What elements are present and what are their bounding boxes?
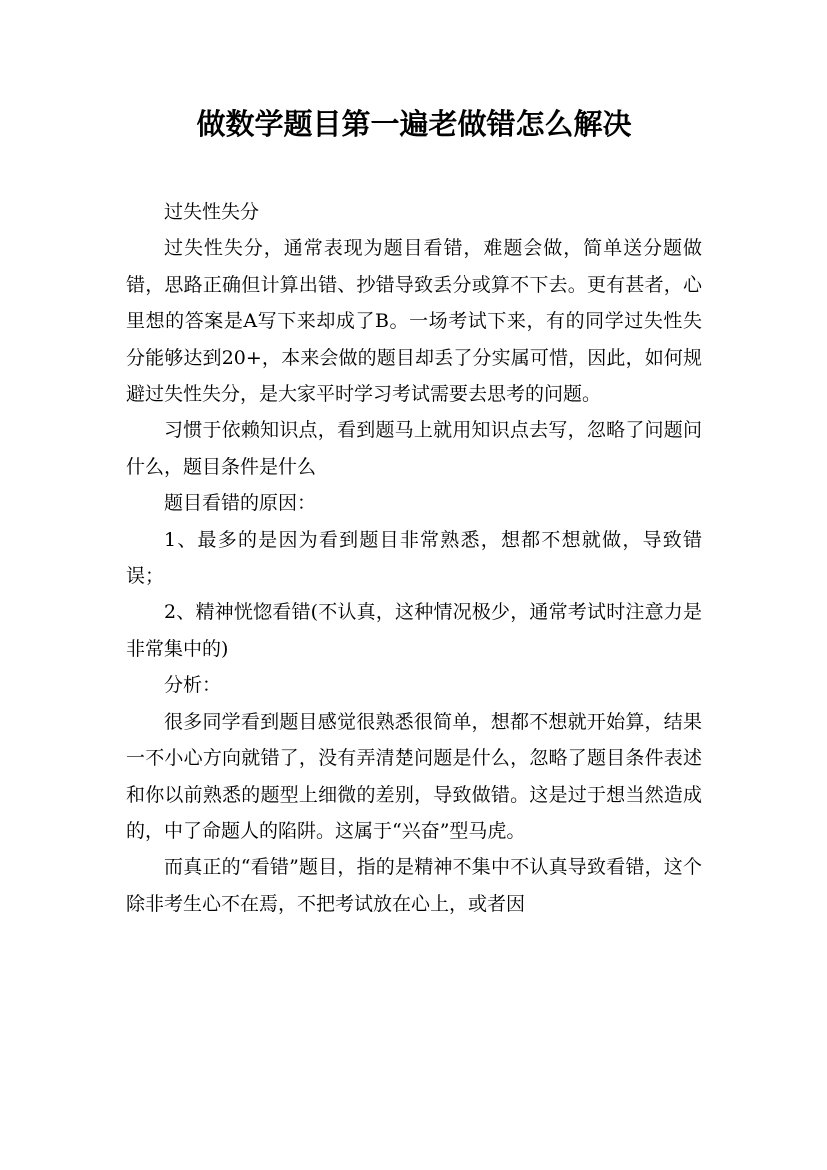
- paragraph: 分析：: [164, 674, 222, 697]
- paragraph: 题目看错的原因：: [164, 492, 317, 515]
- document-body: [126, 194, 702, 922]
- paragraph: 很多同学看到题目感觉很熟悉很简单，想都不想就开始算，结果一不小心方向就错了，没有弄清楚问题是什么，忽略了题目条件表述和你以前熟悉的题型上细微的差别，导致做错。这是过于想当然造成的，中了命题人的陷阱。这属于“兴奋”型马虎。: [126, 710, 702, 842]
- paragraph-heading-careless-loss: 过失性失分: [164, 201, 260, 223]
- document-title: 做数学题目第一遍老做错怎么解决: [196, 107, 632, 141]
- paragraph: 习惯于依赖知识点，看到题马上就用知识点去写，忽略了问题问什么，题目条件是什么: [126, 419, 702, 478]
- paragraph: 1、最多的是因为看到题目非常熟悉，想都不想就做，导致错误；: [126, 528, 702, 588]
- paragraph: 2、精神恍惚看错(不认真，这种情况极少，通常考试时注意力是非常集中的): [126, 601, 702, 660]
- paragraph: 而真正的“看错”题目，指的是精神不集中不认真导致看错，这个除非考生心不在焉，不把考试放在心上，或者因: [126, 856, 702, 915]
- paragraph: 过失性失分，通常表现为题目看错，难题会做，简单送分题做错，思路正确但计算出错、抄错导致丢分或算不下去。更有甚者，心里想的答案是A写下来却成了B。一场考试下来，有的同学过失性失分能够达到20+，本来会做的题目却丢了分实属可惜，因此，如何规避过失性失分，是大家平时学习考试需要去思考的问题。: [126, 237, 702, 406]
